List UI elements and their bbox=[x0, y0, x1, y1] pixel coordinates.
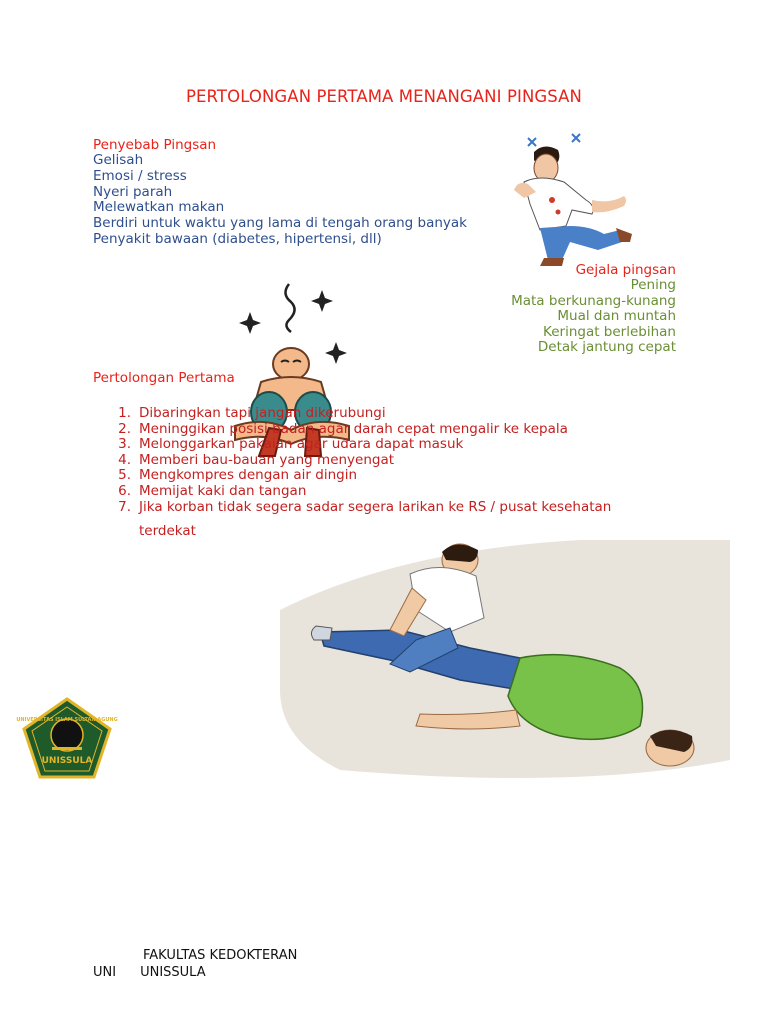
symptom-item: Detak jantung cepat bbox=[537, 339, 676, 356]
first-aid-steps bbox=[112, 406, 611, 539]
step-text: Memberi bau-bauan yang menyengat bbox=[139, 451, 395, 468]
step-text: Mengkompres dengan air dingin bbox=[139, 467, 358, 484]
step-item bbox=[112, 422, 611, 438]
step-text: Meninggikan posisi badan agar darah cepat mengalir ke kepala bbox=[139, 420, 568, 437]
causes-section bbox=[93, 137, 467, 248]
step-number: 6. bbox=[118, 482, 131, 499]
cause-item: Melewatkan makan bbox=[93, 199, 225, 216]
footer-university bbox=[93, 965, 206, 980]
step-number: 2. bbox=[118, 420, 131, 437]
step-item bbox=[112, 484, 611, 500]
step-text: Jika korban tidak segera sadar segera larikan ke RS / pusat kesehatan bbox=[139, 498, 612, 515]
cause-item: Gelisah bbox=[93, 152, 144, 168]
cause-item: Emosi / stress bbox=[93, 167, 187, 184]
footer-faculty: FAKULTAS KEDOKTERAN bbox=[143, 948, 298, 963]
unissula-logo bbox=[16, 697, 118, 779]
symptom-item: Mual dan muntah bbox=[557, 308, 676, 325]
causes-heading: Penyebab Pingsan bbox=[93, 137, 217, 153]
cause-item: Berdiri untuk waktu yang lama di tengah orang banyak bbox=[93, 215, 467, 232]
step-number: 4. bbox=[118, 451, 131, 468]
symptom-item: Mata berkunang-kunang bbox=[511, 292, 676, 309]
first-aid-heading: Pertolongan Pertama bbox=[93, 370, 235, 386]
symptoms-section bbox=[511, 262, 676, 356]
step-number: 5. bbox=[118, 467, 131, 484]
cause-item: Penyakit bawaan (diabetes, hipertensi, dll) bbox=[93, 230, 382, 247]
step-item bbox=[112, 406, 611, 422]
page-title: PERTOLONGAN PERTAMA MENANGANI PINGSAN bbox=[185, 87, 582, 106]
first-aid-scene-illustration bbox=[280, 540, 730, 790]
symptom-item: Pening bbox=[630, 277, 676, 293]
step-number: 3. bbox=[118, 436, 131, 453]
step-number: 1. bbox=[118, 405, 131, 421]
logo-name: UNISSULA bbox=[41, 756, 93, 766]
footer-prefix: UNI bbox=[93, 965, 117, 980]
step-text: Memijat kaki dan tangan bbox=[139, 482, 307, 499]
step-text: Melonggarkan pakaian agar udara dapat masuk bbox=[139, 436, 464, 453]
symptoms-heading: Gejala pingsan bbox=[575, 262, 676, 278]
dizzy-person-illustration bbox=[500, 130, 670, 270]
step-item bbox=[112, 500, 611, 516]
logo-arc-text: UNIVERSITAS ISLAM SULTAN AGUNG bbox=[16, 717, 118, 723]
symptom-item: Keringat berlebihan bbox=[543, 323, 676, 340]
step-item bbox=[112, 437, 611, 453]
dizzy-stars bbox=[528, 134, 580, 146]
cause-item: Nyeri parah bbox=[93, 183, 173, 200]
step-continuation: terdekat bbox=[139, 523, 196, 540]
footer-name: UNISSULA bbox=[140, 965, 206, 980]
step-text: Dibaringkan tapi jangan dikerubungi bbox=[139, 405, 386, 421]
step-item bbox=[112, 468, 611, 484]
dizzy-symbols bbox=[285, 284, 294, 332]
step-item bbox=[112, 453, 611, 469]
step-number: 7. bbox=[118, 498, 131, 515]
